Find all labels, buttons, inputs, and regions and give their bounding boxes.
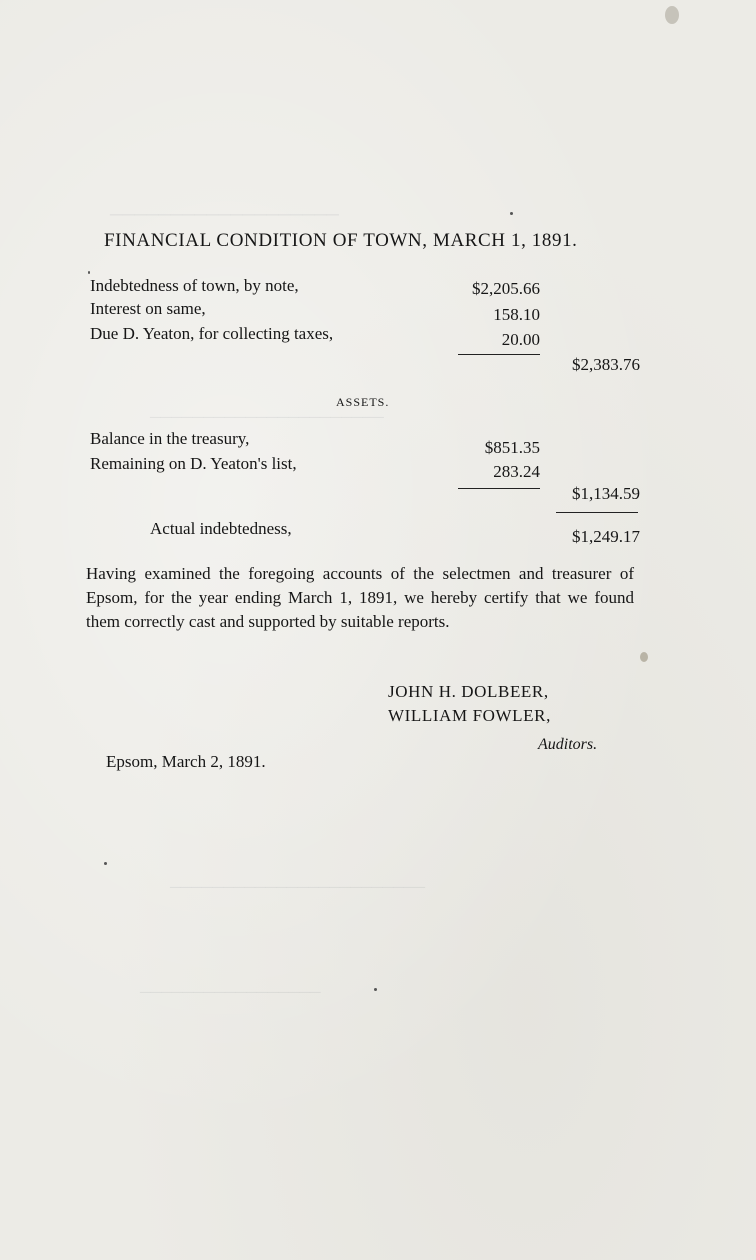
asset-label: Remaining on D. Yeaton's list, (90, 454, 297, 473)
paper-speck (88, 271, 90, 274)
assets-heading: ASSETS. (336, 395, 390, 409)
liability-amount: $2,205.66 (472, 279, 540, 298)
asset-amount: $851.35 (484, 438, 540, 457)
asset-label: Balance in the treasury, (90, 429, 250, 448)
bleed-through-text: ─────────────────── (110, 205, 339, 224)
bleed-through-text: ───────────────── (140, 985, 321, 1001)
paper-speck (640, 652, 648, 662)
bleed-through-text: ──────────────────────── (170, 880, 426, 896)
paper-speck (510, 212, 513, 215)
auditor-name: WILLIAM FOWLER, (388, 706, 551, 725)
net-amount: $1,249.17 (572, 527, 640, 546)
paper-speck (374, 988, 377, 991)
total-rule (556, 512, 638, 513)
auditor-name: JOHN H. DOLBEER, (388, 682, 549, 701)
liability-amount: 158.10 (493, 305, 540, 324)
place-date: Epsom, March 2, 1891. (106, 752, 266, 771)
liabilities-total: $2,383.76 (572, 355, 640, 374)
page-title: FINANCIAL CONDITION OF TOWN, MARCH 1, 1891. (104, 230, 578, 251)
net-label: Actual indebtedness, (150, 519, 292, 538)
bleed-through-text: ────────────────────── (150, 410, 384, 426)
liability-label: Indebtedness of town, by note, (90, 276, 299, 295)
certification-paragraph: Having examined the foregoing accounts of the selectmen and treasurer of Epsom, for the year ending March 1, 1891, we hereby certify that we found them correctly cast and supported by suitable reports. (86, 564, 634, 631)
assets-total: $1,134.59 (572, 484, 640, 503)
paper-speck (665, 6, 679, 24)
liability-label: Interest on same, (90, 299, 206, 318)
liability-label: Due D. Yeaton, for collecting taxes, (90, 324, 334, 343)
liability-amount: 20.00 (501, 330, 540, 349)
paper-speck (104, 862, 107, 865)
asset-amount: 283.24 (493, 462, 540, 481)
auditors-role: Auditors. (538, 736, 598, 753)
